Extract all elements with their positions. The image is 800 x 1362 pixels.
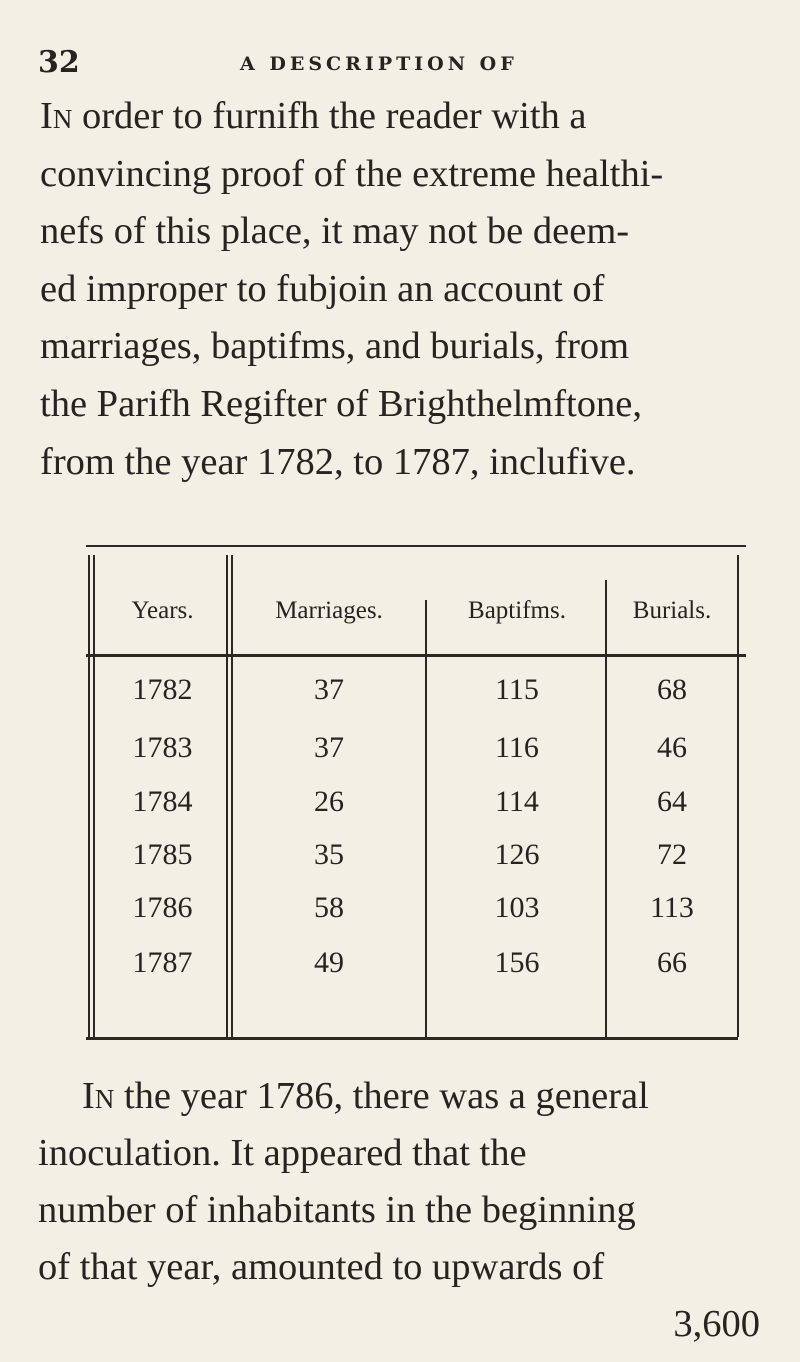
burials-cell: 72 <box>657 838 687 871</box>
marriages-cell: 37 <box>314 673 344 706</box>
table-header-baptisms: Baptifms. <box>468 597 566 624</box>
paragraph-line <box>40 88 663 146</box>
year-cell: 1783 <box>132 731 193 764</box>
intro-paragraph <box>40 88 663 491</box>
paragraph-line: the Parifh Regifter of Brighthelmftone, <box>40 382 642 425</box>
marriages-cell: 35 <box>314 838 344 871</box>
baptisms-cell: 126 <box>494 838 540 871</box>
marriages-cell: 26 <box>314 785 344 818</box>
table-header-rule <box>86 654 746 657</box>
marriages-cell: 37 <box>314 731 344 764</box>
burials-cell: 68 <box>657 673 687 706</box>
inoculation-paragraph <box>38 1068 760 1353</box>
marriages-cell: 58 <box>314 891 344 924</box>
page-number: 32 <box>38 45 80 80</box>
paragraph-lead-word: In <box>40 95 73 137</box>
year-cell: 1785 <box>132 838 193 871</box>
paragraph-line: from the year 1782, to 1787, inclufive. <box>40 440 636 483</box>
paragraph-line: inoculation. It appeared that the <box>38 1132 527 1174</box>
table-bottom-rule <box>86 1037 738 1040</box>
year-cell: 1782 <box>132 673 193 706</box>
baptisms-cell: 114 <box>495 785 539 818</box>
paragraph-line: number of inhabitants in the beginning <box>38 1189 636 1231</box>
burials-cell: 46 <box>657 731 687 764</box>
burials-cell: 66 <box>657 946 687 979</box>
year-cell: 1787 <box>132 946 193 979</box>
baptisms-cell: 103 <box>494 891 540 924</box>
paragraph-line: marriages, baptifms, and burials, from <box>40 325 630 368</box>
burials-cell: 113 <box>650 891 694 924</box>
table-header-burials: Burials. <box>632 597 712 624</box>
paragraph-line-text: the year 1786, there was a general <box>114 1075 649 1117</box>
table-header-years: Years. <box>131 597 194 624</box>
paragraph-line <box>38 1068 760 1125</box>
paragraph-line: nefs of this place, it may not be deem- <box>40 210 630 253</box>
paragraph-lead-word: In <box>82 1075 115 1117</box>
baptisms-cell: 116 <box>495 731 539 764</box>
paragraph-line: of that year, amounted to upwards of <box>38 1246 605 1288</box>
table-left-rule <box>88 555 90 1037</box>
paragraph-line: ed improper to fubjoin an account of <box>40 267 605 310</box>
table-top-rule <box>86 545 746 547</box>
burials-cell: 64 <box>657 785 687 818</box>
catchword: 3,600 <box>673 1303 760 1345</box>
paragraph-line: convincing proof of the extreme healthi- <box>40 152 664 195</box>
marriages-cell: 49 <box>314 946 344 979</box>
table-header-marriages: Marriages. <box>275 597 383 624</box>
baptisms-cell: 115 <box>495 673 539 706</box>
baptisms-cell: 156 <box>494 946 540 979</box>
year-cell: 1784 <box>132 785 193 818</box>
year-cell: 1786 <box>132 891 193 924</box>
paragraph-line-text: order to furnifh the reader with a <box>72 95 587 137</box>
running-title: A DESCRIPTION OF <box>240 53 518 75</box>
